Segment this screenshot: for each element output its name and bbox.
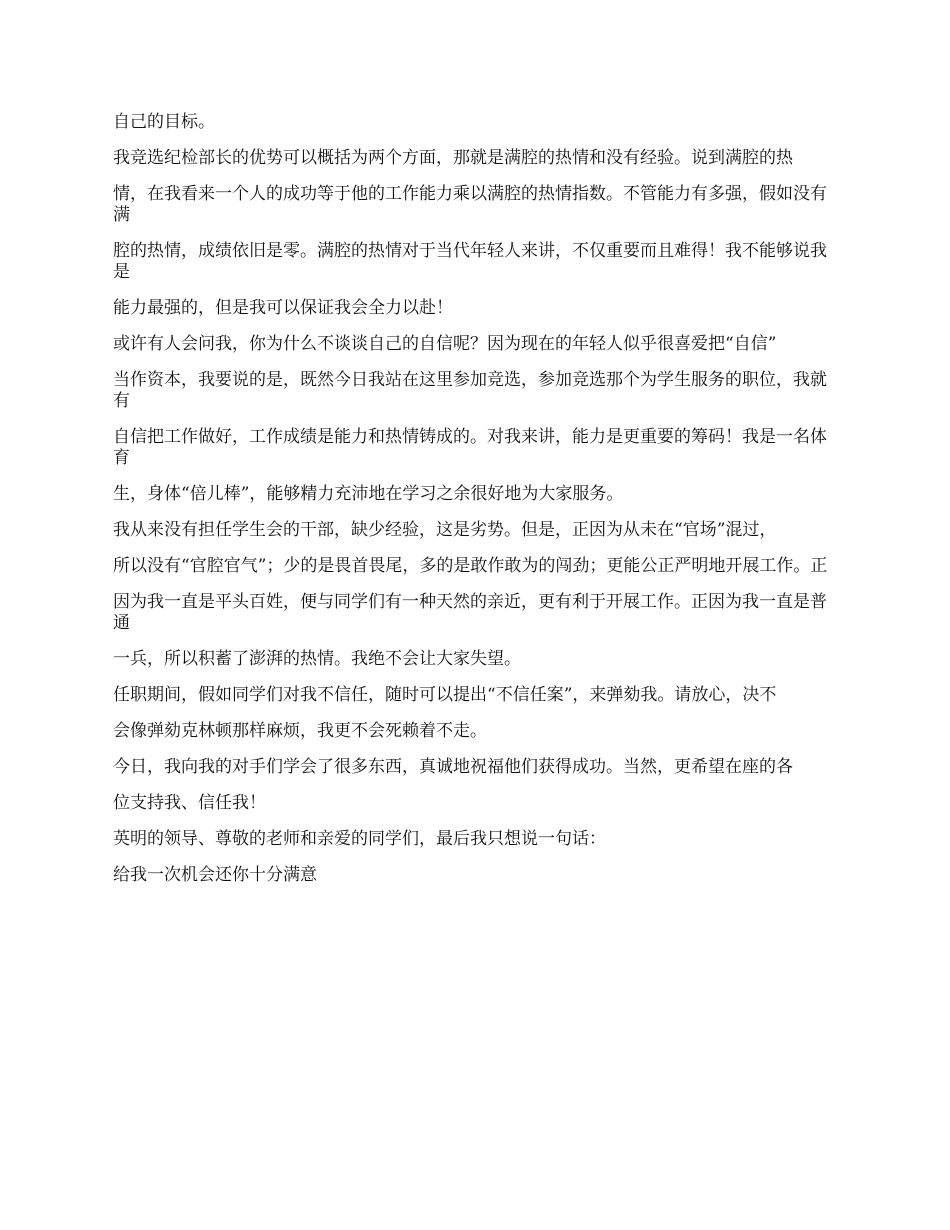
text-line: 我竞选纪检部长的优势可以概括为两个方面，那就是满腔的热情和没有经验。说到满腔的热 bbox=[113, 148, 793, 168]
text-line: 生，身体“倍儿棒”，能够精力充沛地在学习之余很好地为大家服务。 bbox=[113, 484, 624, 504]
document-body bbox=[113, 112, 843, 901]
text-line: 或许有人会问我，你为什么不谈谈自己的自信呢？因为现在的年轻人似乎很喜爱把“自信” bbox=[113, 334, 777, 354]
text-line: 位支持我、信任我！ bbox=[113, 793, 266, 813]
text-line: 给我一次机会还你十分满意 bbox=[113, 865, 317, 885]
text-line: 自信把工作做好，工作成绩是能力和热情铸成的。对我来讲，能力是更重要的筹码！我是一名体育 bbox=[113, 427, 827, 468]
text-line: 会像弹劾克林顿那样麻烦，我更不会死赖着不走。 bbox=[113, 721, 487, 741]
text-line: 自己的目标。 bbox=[113, 112, 215, 132]
text-line: 因为我一直是平头百姓，便与同学们有一种天然的亲近，更有利于开展工作。正因为我一直是普通 bbox=[113, 592, 827, 633]
text-line: 我从来没有担任学生会的干部，缺少经验，这是劣势。但是，正因为从未在“官场”混过， bbox=[113, 520, 777, 540]
text-line: 能力最强的，但是我可以保证我会全力以赴！ bbox=[113, 298, 453, 318]
text-line: 情，在我看来一个人的成功等于他的工作能力乘以满腔的热情指数。不管能力有多强，假如没有满 bbox=[113, 184, 827, 225]
text-line: 当作资本，我要说的是，既然今日我站在这里参加竞选，参加竞选那个为学生服务的职位，我就有 bbox=[113, 370, 827, 411]
text-line: 一兵，所以积蓄了澎湃的热情。我绝不会让大家失望。 bbox=[113, 649, 521, 669]
text-line: 所以没有“官腔官气”；少的是畏首畏尾，多的是敢作敢为的闯劲；更能公正严明地开展工作。正 bbox=[113, 556, 828, 576]
text-line: 腔的热情，成绩依旧是零。满腔的热情对于当代年轻人来讲，不仅重要而且难得！我不能够说我是 bbox=[113, 241, 827, 282]
text-line: 任职期间，假如同学们对我不信任，随时可以提出“不信任案”，来弹劾我。请放心，决不 bbox=[113, 685, 777, 705]
text-line: 英明的领导、尊敬的老师和亲爱的同学们，最后我只想说一句话： bbox=[113, 829, 606, 849]
text-line: 今日，我向我的对手们学会了很多东西，真诚地祝福他们获得成功。当然，更希望在座的各 bbox=[113, 757, 793, 777]
